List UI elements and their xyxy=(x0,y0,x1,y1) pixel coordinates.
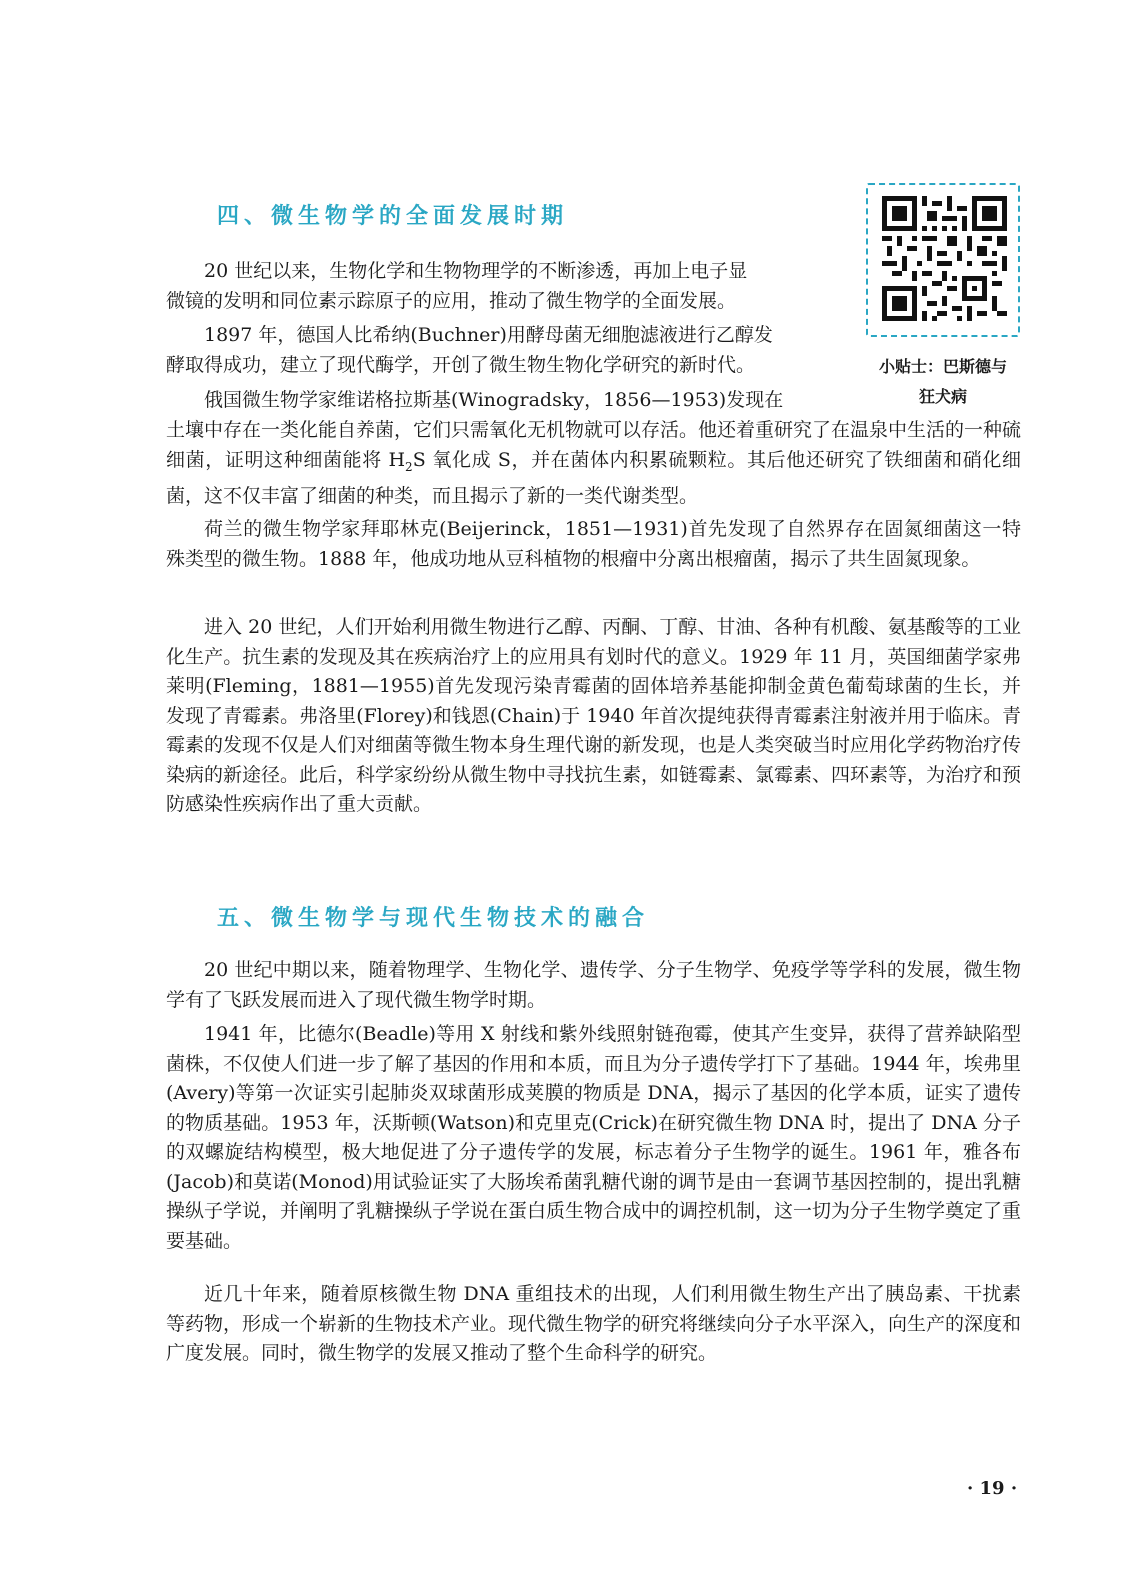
text-line: 俄国微生物学家维诺格拉斯基(Winogradsky，1856—1953)发现在 xyxy=(204,389,784,411)
paragraph: 20 世纪中期以来，随着物理学、生物化学、遗传学、分子生物学、免疫学等学科的发展，微生物学有了飞跃发展而进入了现代微生物学时期。 xyxy=(166,959,1021,1011)
paragraph: 近几十年来，随着原核微生物 DNA 重组技术的出现，人们利用微生物生产出了胰岛素、干扰素等药物，形成一个崭新的生物技术产业。现代微生物学的研究将继续向分子水平深入，向生产的深度和广度发展。同时，微生物学的发展又推动了整个生命科学的研究。 xyxy=(166,1283,1022,1364)
page-number: · 19 · xyxy=(967,1478,1018,1499)
text-segment: S 氧化成 S，并在菌体内积累硫颗粒。其后他还研究了铁细菌和硝化细菌，这不仅丰富了细菌的种类，而且揭示了新的一类代谢类型。 xyxy=(166,448,1021,507)
section-heading-5: 五、微生物学与现代生物技术的融合 xyxy=(217,906,650,931)
qr-caption xyxy=(862,352,1024,412)
caption-line: 狂犬病 xyxy=(918,387,967,406)
paragraph xyxy=(166,321,846,380)
caption-line: 小贴士：巴斯德与 xyxy=(878,357,1007,376)
text-line: 酵取得成功，建立了现代酶学，开创了微生物生物化学研究的新时代。 xyxy=(166,353,756,376)
paragraph xyxy=(166,386,846,416)
text-segment: 土壤中存在一类化能自养菌，它们只需氧化无机物就可以存活。他还着重研究了在温泉中生活的一种硫细菌，证明这种细菌能将 H xyxy=(166,419,1022,471)
paragraph xyxy=(166,257,846,316)
paragraph: 荷兰的微生物学家拜耶林克(Beijerinck，1851—1931)首先发现了自然界存在固氮细菌这一特殊类型的微生物。1888 年，他成功地从豆科植物的根瘤中分离出根瘤菌，揭示了共生固氮现象。 xyxy=(166,518,1021,570)
qr-code-icon[interactable] xyxy=(882,196,1007,321)
paragraph: 进入 20 世纪，人们开始利用微生物进行乙醇、丙酮、丁醇、甘油、各种有机酸、氨基酸等的工业化生产。抗生素的发现及其在疾病治疗上的应用具有划时代的意义。1929 年 11 月，英国细菌学家弗莱明(Fleming，1881—1955)首先发现污染青霉菌的固体培养基能抑制金黄色葡萄球菌的生长，并发现了青霉素。弗洛里(Florey)和钱恩(Chain)于 1940 年首次提纯获得青霉素注射液并用于临床。青霉素的发现不仅是人们对细菌等微生物本身生理代谢的新发现，也是人类突破当时应用化学药物治疗传染病的新途径。此后，科学家纷纷从微生物中寻找抗生素，如链霉素、氯霉素、四环素等，为治疗和预防感染性疾病作出了重大贡献。 xyxy=(166,616,1022,815)
paragraph: 1941 年，比德尔(Beadle)等用 X 射线和紫外线照射链孢霉，使其产生变异，获得了营养缺陷型菌株，不仅使人们进一步了解了基因的作用和本质，而且为分子遗传学打下了基础。1944 年，埃弗里(Avery)等第一次证实引起肺炎双球菌形成荚膜的物质是 DNA，揭示了基因的化学本质，证实了遗传的物质基础。1953 年，沃斯顿(Watson)和克里克(Crick)在研究微生物 DNA 时，提出了 DNA 分子的双螺旋结构模型，极大地促进了分子遗传学的发展，标志着分子生物学的诞生。1961 年，雅各布(Jacob)和莫诺(Monod)用试验证实了大肠埃希菌乳糖代谢的调节是由一套调节基因控制的，提出乳糖操纵子学说，并阐明了乳糖操纵子学说在蛋白质生物合成中的调控机制，这一切为分子生物学奠定了重要基础。 xyxy=(166,1023,1022,1252)
section-heading-4: 四、微生物学的全面发展时期 xyxy=(217,204,569,229)
text-line: 微镜的发明和同位素示踪原子的应用，推动了微生物学的全面发展。 xyxy=(166,289,737,312)
qr-code-frame[interactable] xyxy=(866,183,1020,337)
paragraph xyxy=(166,416,1021,511)
text-line: 1897 年，德国人比希纳(Buchner)用酵母菌无细胞滤液进行乙醇发 xyxy=(204,324,773,346)
text-line: 20 世纪以来，生物化学和生物物理学的不断渗透，再加上电子显 xyxy=(204,260,748,282)
subscript: 2 xyxy=(405,459,413,474)
